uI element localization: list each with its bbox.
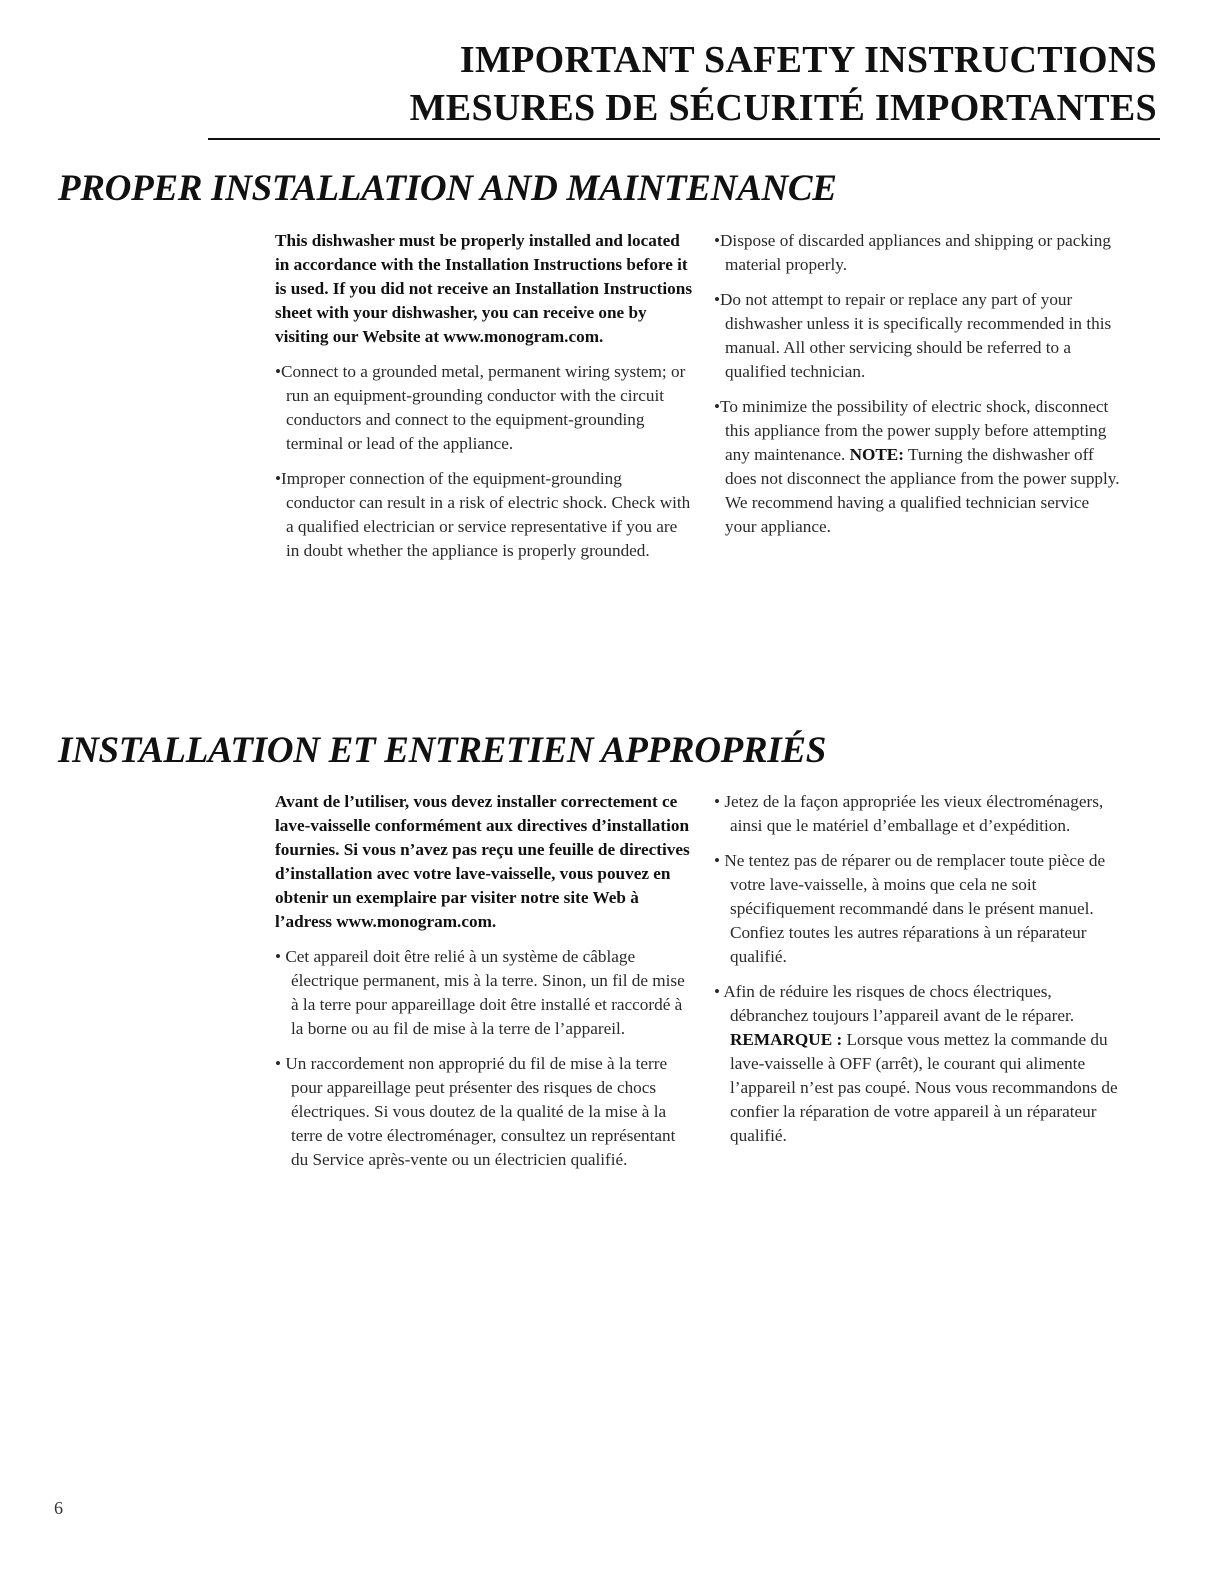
french-bullet-shock-text: • Afin de réduire les risques de chocs électriques, débranchez toujours l’appareil avant de le réparer. — [714, 982, 1075, 1025]
english-bullet-dispose: •Dispose of discarded appliances and shipping or packing material properly. — [714, 231, 1111, 274]
english-bullet-shock-text: •To minimize the possibility of electric shock, disconnect this appliance from the power supply before attempting any maintenance. — [714, 397, 1109, 464]
french-lead-paragraph: Avant de l’utiliser, vous devez installer correctement ce lave-vaisselle conformément aux directives d’installation fournies. Si vous n’avez pas reçu une feuille de directives d’installation avec votre lave-vaisselle, vous pouvez en obtenir un exemplaire par visiter notre site Web à l’adress www.monogram.com. — [275, 792, 690, 931]
english-bullet-repair: •Do not attempt to repair or replace any part of your dishwasher unless it is specifically recommended in this manual. All other servicing should be referred to a qualified technician. — [714, 290, 1112, 381]
french-bullet-electric-shock — [714, 980, 1130, 1148]
page-header — [0, 36, 1157, 132]
french-bullet-grounding: • Cet appareil doit être relié à un système de câblage électrique permanent, mis à la terre. Sinon, un fil de mise à la terre pour appareillage doit être installé et raccordé à la borne ou au fil de mise à la terre de l’appareil. — [275, 947, 685, 1038]
french-note-text: Lorsque vous mettez la commande du lave-vaisselle à OFF (arrêt), le courant qui alimente l’appareil n’est pas coupé. Nous vous recommandons de confier la réparation de votre appareil à un réparateur qualifié. — [730, 1030, 1118, 1145]
french-bullet-repair: • Ne tentez pas de réparer ou de remplacer toute pièce de votre lave-vaisselle, à moins que cela ne soit spécifiquement recommandé dans le présent manuel. Confiez toutes les autres réparations à un réparateur qualifié. — [714, 851, 1106, 966]
english-bullet-grounding: •Connect to a grounded metal, permanent wiring system; or run an equipment-grounding conductor with the circuit conductors and connect to the equipment-grounding terminal or lead of the appliance. — [275, 362, 686, 453]
page-number: 6 — [54, 1498, 63, 1518]
english-left-column — [275, 229, 693, 574]
english-bullet-electric-shock — [714, 395, 1124, 539]
french-bullet-dispose: • Jetez de la façon appropriée les vieux électroménagers, ainsi que le matériel d’emballage et d’expédition. — [714, 792, 1104, 835]
french-right-column — [714, 790, 1130, 1159]
header-divider — [208, 138, 1160, 140]
english-bullet-improper-connection: •Improper connection of the equipment-grounding conductor can result in a risk of electric shock. Check with a qualified electrician or service representative if you are in doubt whether the appliance is properly grounded. — [275, 469, 691, 560]
french-note-label: REMARQUE : — [730, 1030, 843, 1049]
section-title-english: PROPER INSTALLATION AND MAINTENANCE — [58, 168, 837, 209]
english-right-column — [714, 229, 1124, 550]
french-bullet-improper-connection: • Un raccordement non approprié du fil de mise à la terre pour appareillage peut présenter des risques de chocs électriques. Si vous doutez de la qualité de la mise à la terre de votre électroménager, consultez un représentant du Service après-vente ou un électricien qualifié. — [275, 1054, 676, 1169]
english-lead-paragraph: This dishwasher must be properly installed and located in accordance with the Installation Instructions before it is used. If you did not receive an Installation Instructions sheet with your dishwasher, you can receive one by visiting our Website at www.monogram.com. — [275, 231, 693, 346]
english-note-text: Turning the dishwasher off does not disconnect the appliance from the power supply. We recommend having a qualified technician service your appliance. — [725, 445, 1120, 536]
english-note-label: NOTE: — [849, 445, 904, 464]
section-title-french: INSTALLATION ET ENTRETIEN APPROPRIÉS — [58, 730, 827, 771]
header-title-english: IMPORTANT SAFETY INSTRUCTIONS — [459, 39, 1157, 81]
french-left-column — [275, 790, 693, 1183]
header-title-french: MESURES DE SÉCURITÉ IMPORTANTES — [409, 87, 1157, 129]
